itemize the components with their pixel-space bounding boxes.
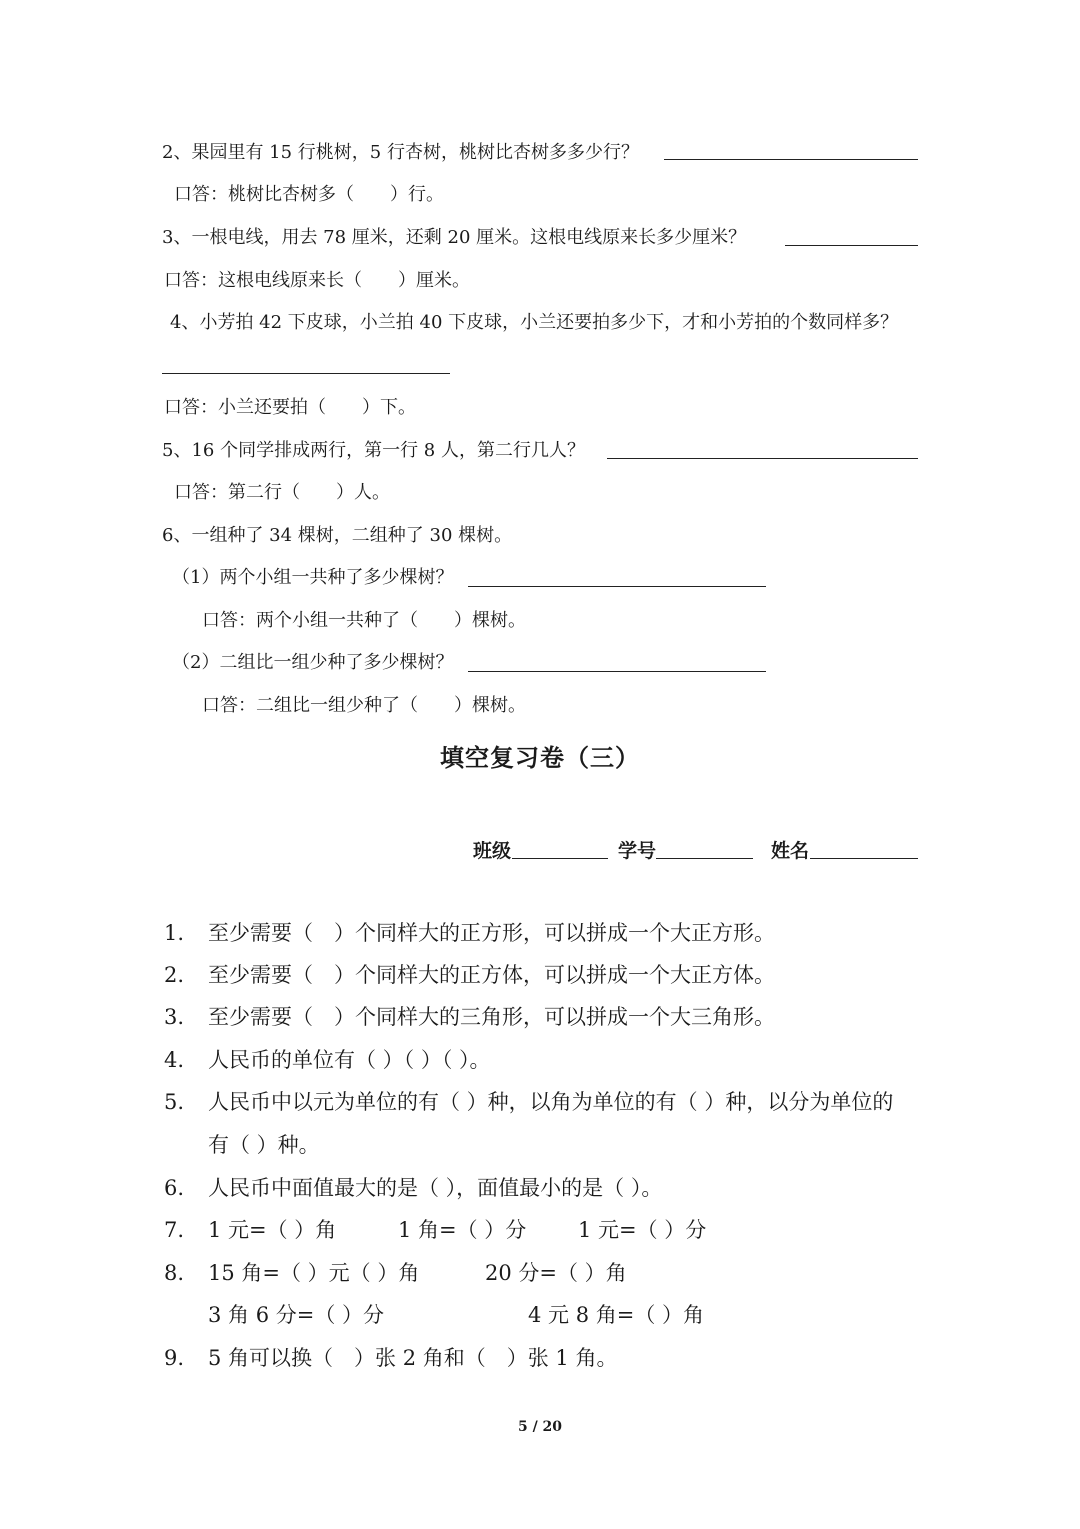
class-field[interactable] <box>512 858 608 859</box>
item-number: 1. <box>164 921 185 945</box>
answer-line[interactable] <box>162 373 450 374</box>
answer-line[interactable] <box>468 671 766 672</box>
name-field[interactable] <box>810 858 918 859</box>
fill-item-8-d: 4 元 8 角=（ ）角 <box>528 1303 705 1327</box>
fill-item-8-b: 20 分=（ ）角 <box>485 1261 627 1285</box>
section-title: 填空复习卷（三） <box>440 744 640 772</box>
answer-line[interactable] <box>468 586 766 587</box>
item-number: 6. <box>164 1176 185 1200</box>
item-number: 4. <box>164 1048 185 1072</box>
item-text: 至少需要（ ）个同样大的正方形，可以拼成一个大正方形。 <box>208 921 775 945</box>
oral-answer-6-2: 口答：二组比一组少种了（ ）棵树。 <box>202 695 526 716</box>
item-text: 人民币中面值最大的是（ ），面值最小的是（ ）。 <box>208 1176 663 1200</box>
problem-2: 2、果园里有 15 行桃树，5 行杏树，桃树比杏树多多少行？ <box>162 142 639 163</box>
answer-line[interactable] <box>607 458 918 459</box>
answer-line[interactable] <box>664 159 918 160</box>
class-label: 班级 <box>473 840 512 862</box>
item-text: 至少需要（ ）个同样大的三角形，可以拼成一个大三角形。 <box>208 1005 775 1029</box>
oral-answer-2: 口答：桃树比杏树多（ ）行。 <box>174 184 444 205</box>
item-text: 人民币中以元为单位的有（ ）种，以角为单位的有（ ）种，以分为单位的 <box>208 1090 894 1114</box>
item-text: 5 角可以换（ ）张 2 角和（ ）张 1 角。 <box>208 1346 618 1370</box>
item-number: 9. <box>164 1346 185 1370</box>
page-number: 5 / 20 <box>517 1419 563 1435</box>
item-number: 7. <box>164 1218 185 1242</box>
oral-answer-6-1: 口答：两个小组一共种了（ ）棵树。 <box>202 610 526 631</box>
item-number: 5. <box>164 1090 185 1114</box>
fill-item-7-a: 1 元=（ ）角 <box>208 1218 337 1242</box>
problem-5: 5、16 个同学排成两行，第一行 8 人，第二行几人？ <box>162 440 585 461</box>
fill-item-7-c: 1 元=（ ）分 <box>578 1218 707 1242</box>
oral-answer-4: 口答：小兰还要拍（ ）下。 <box>164 397 416 418</box>
item-number: 3. <box>164 1005 185 1029</box>
student-number-field[interactable] <box>656 858 753 859</box>
fill-item-8-a: 15 角=（ ）元（ ）角 <box>208 1261 420 1285</box>
problem-6-part-2: （2）二组比一组少种了多少棵树？ <box>172 652 454 673</box>
fill-item-8-c: 3 角 6 分=（ ）分 <box>208 1303 385 1327</box>
oral-answer-3: 口答：这根电线原来长（ ）厘米。 <box>164 270 470 291</box>
answer-line[interactable] <box>785 245 918 246</box>
item-number: 8. <box>164 1261 185 1285</box>
student-number-label: 学号 <box>618 840 657 862</box>
item-text: 人民币的单位有（ ）（ ）（ ）。 <box>208 1048 491 1072</box>
fill-item-7-b: 1 角=（ ）分 <box>398 1218 527 1242</box>
item-number: 2. <box>164 963 185 987</box>
name-label: 姓名 <box>771 840 810 862</box>
fill-item-5-continued: 有（ ）种。 <box>208 1133 320 1157</box>
oral-answer-5: 口答：第二行（ ）人。 <box>174 482 390 503</box>
item-text: 至少需要（ ）个同样大的正方体，可以拼成一个大正方体。 <box>208 963 775 987</box>
problem-6: 6、一组种了 34 棵树，二组种了 30 棵树。 <box>162 525 513 546</box>
problem-3: 3、一根电线，用去 78 厘米，还剩 20 厘米。这根电线原来长多少厘米？ <box>162 227 747 248</box>
problem-4: 4、小芳拍 42 下皮球，小兰拍 40 下皮球，小兰还要拍多少下，才和小芳拍的个数同样多？ <box>170 312 899 333</box>
problem-6-part-1: （1）两个小组一共种了多少棵树？ <box>172 567 454 588</box>
